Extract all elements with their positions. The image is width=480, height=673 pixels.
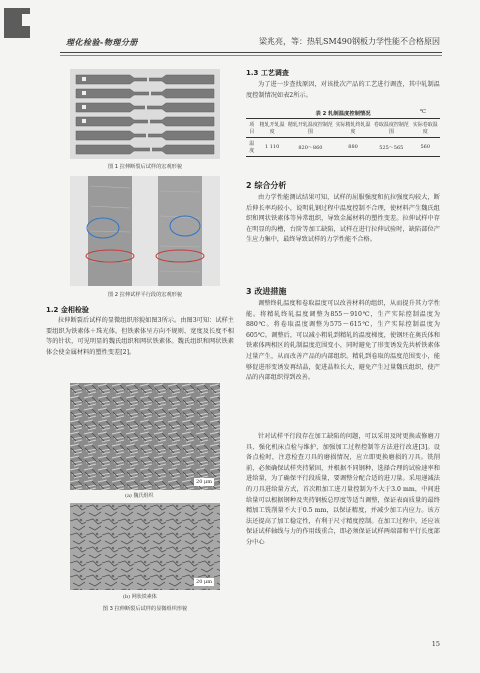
table-header-cell: 实际精轧终轧温度	[335, 122, 371, 135]
header-rule-thin	[60, 55, 442, 56]
figure-3-caption: 图 3 拉伸断裂后试样的显微组织形貌	[102, 606, 188, 612]
page-number: 15	[431, 640, 440, 648]
table-cell: 525～565	[379, 144, 404, 151]
figure-1-image	[70, 69, 220, 159]
table-cell: 560	[420, 144, 430, 150]
section-2-heading: 2 综合分析	[246, 181, 287, 190]
table-cell: 820～860	[298, 144, 323, 151]
journal-logo	[0, 8, 40, 42]
scale-bar-a: 20 μm	[196, 479, 212, 485]
figure-3a-image	[70, 383, 220, 490]
figure-3b-image	[70, 503, 220, 590]
table-header-cell: 精轧开轧温度控制范围	[287, 122, 333, 135]
journal-name: 理化检验-物理分册	[66, 38, 138, 47]
table-cell: 880	[348, 144, 358, 150]
table-cell: 温度	[249, 141, 255, 154]
section-3-body-1: 调整终轧温度和卷取温度可以改善材料的组织，从而提升其力学性能。将精轧终轧温度调整为855～910℃，生产实际控制温度为880℃。将卷取温度调整为575～615℃，生产实际控制温度为605℃。调整后，可以减小粗轧到精轧的温度梯度，使钢坯在奥氏体和铁素体两相区的轧制温度范围变小，同时避免了形变诱发先共析铁素体过量产生，从而改善产品的内部组织。精轧到卷取的温度范围变小，能够促进形变诱发再结晶，促进晶粒长大，避免产生过量魏氏组织，使产品的内部组织得到改善。	[246, 300, 440, 382]
section-3-heading: 3 改进措施	[246, 287, 287, 296]
table-row	[246, 138, 440, 157]
section-3-body-2: 针对试样平行段存在加工缺陷的问题，可以采用及时更换或修磨刀具、强化机床点检与维护、加强加工过程控制等方法进行改进[3]。设备点检时，注意检查刀具的磨损情况，应立即更换磨损的刀具。铣削前，必须确保试样夹持紧固，并根据不同钢种，选择合理的试验速率和进给量，为了确保平行段质量，要调整分配合适的进刀量。采用递减法的刀具进给量方式，首次粗加工进刀量控制为不大于3.0 mm，中间进给量可以根据钢种及夹持钢板总厚度等适当调整，保证表面质量的最终精加工铣削量不大于0.5 mm，以保证精度，并减少加工内应力。该方法还提高了加工稳定性，有利于尺寸精度控制。在加工过程中，还应该保证试样轴线与力的作用线重合，即必须保证试样两端部和平行长度部分中心	[246, 433, 440, 546]
scale-bar-b: 20 μm	[196, 579, 212, 585]
table-header-cell: 粗轧开轧温度	[259, 122, 285, 135]
figure-3a-subcaption: (a) 魏氏组织	[125, 493, 154, 499]
table-header-cell: 实际卷取温度	[412, 122, 438, 135]
table-2-title: 表 2 轧制温度控制情况	[315, 111, 371, 117]
table-2-unit: ℃	[420, 109, 426, 115]
figure-2-image	[70, 176, 220, 286]
section-1-3-body: 为了进一步查找原因，对该批次产品的工艺进行调查，其中轧制温度控制情况如表2所示。	[246, 81, 440, 99]
section-1-2-body: 拉伸断裂后试样的显微组织形貌如图3所示。由图3可知：试样主要组织为铁素体＋珠光体，但铁素体呈方向不规则、宽度及长度不相等的针状，可见明显的魏氏组织和网状铁素体。魏氏组织和网状铁素体会使金属材料的塑性变差[2]。	[46, 317, 234, 356]
table-header-cell: 卷取温度控制范围	[373, 122, 409, 135]
figure-1-caption: 图 1 拉伸断裂后试样的宏观形貌	[107, 164, 183, 170]
running-title: 梁兆亮，等：热轧SM490钢板力学性能不合格原因	[259, 37, 440, 46]
table-2	[246, 118, 440, 157]
section-1-3-heading: 1.3 工艺调查	[246, 69, 289, 77]
section-1-2-heading: 1.2 金相检验	[46, 306, 89, 314]
header-rule	[60, 52, 442, 53]
section-2-body: 由力学性能测试结果可知，试样的屈服强度和抗拉强度均较大，断后伸长率均较小，说明轧钢过程中温度控制不合理，使材料产生魏氏组织和网状铁素体等异常组织，导致金属材料的塑性变差。拉伸试样中存在明显的沟槽，台阶等加工缺陷，试样在进行拉伸试验时，缺陷部位产生应力集中，最终导致试样的力学性能不合格。	[246, 194, 440, 244]
table-header-cell: 项目	[249, 122, 255, 135]
figure-2-caption: 图 2 拉伸试样平行段的宏观形貌	[107, 292, 183, 298]
figure-3b-subcaption: (b) 网状铁素体	[123, 594, 157, 600]
table-cell: 1 110	[264, 144, 280, 150]
